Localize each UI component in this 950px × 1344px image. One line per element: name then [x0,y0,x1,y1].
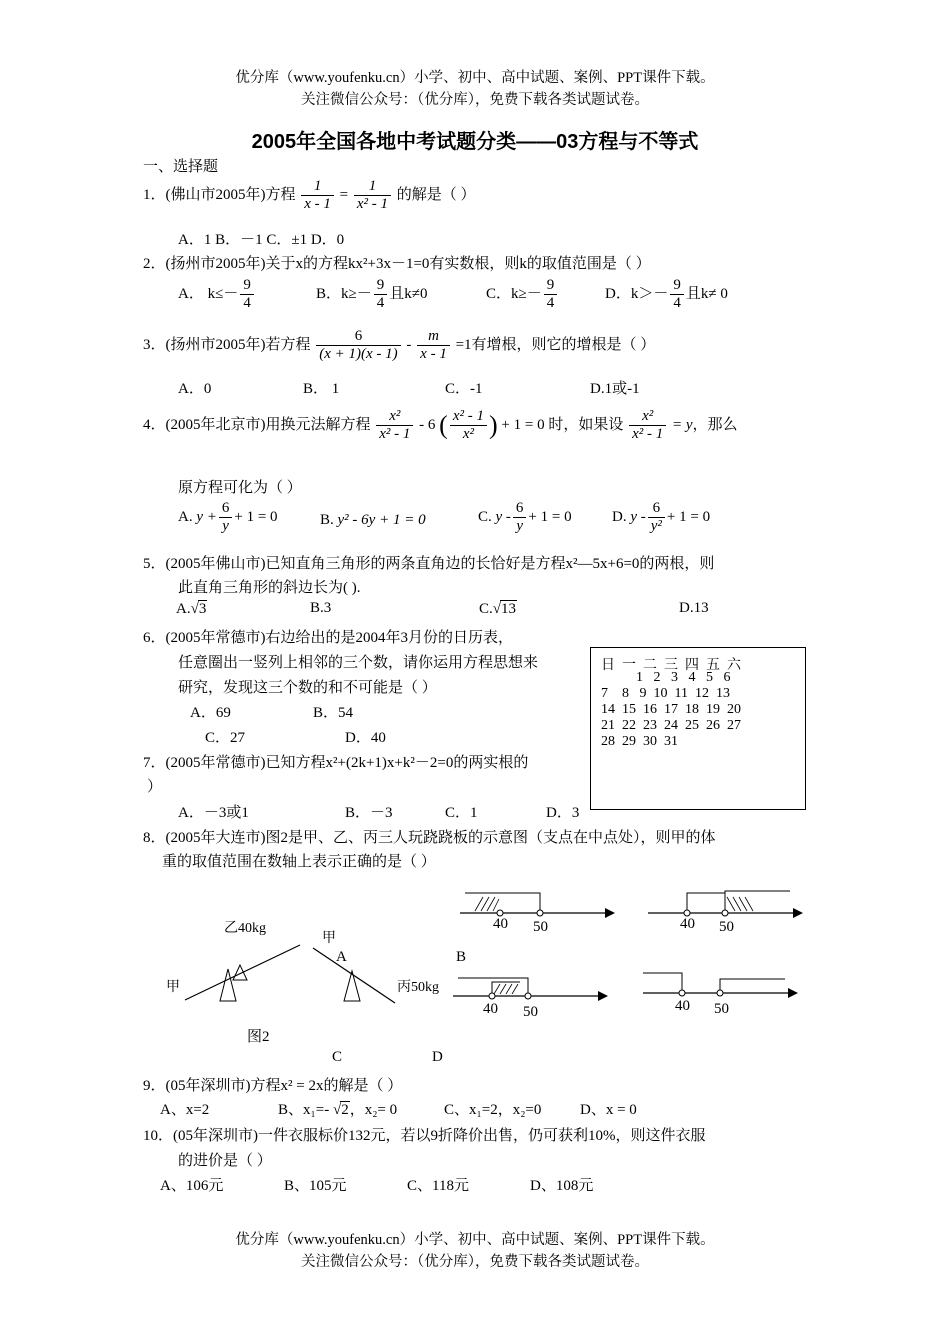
calendar-box [590,647,806,810]
point-40 [489,993,495,999]
fulcrum-left [233,965,247,980]
range-bracket-right [725,891,790,913]
q7-option-a: A．－3或1 [178,805,249,821]
tick-label-50: 50 [719,919,734,935]
hatch [475,897,499,911]
q3-option-d: D.1或-1 [590,381,640,397]
q9-option-c: C、x₁=2，x₂=0 [444,1102,542,1118]
seesaw-plank-right [313,948,395,1003]
q4-option-c: C. y - $\frac{6}{y}$ + 1 = 0 [478,500,572,534]
option-label-a: A [336,949,347,965]
q1-fraction-left: $\frac{1}{x - 1}$ [301,178,334,213]
fulcrum-right [344,971,360,1001]
q5-option-c: C.√13 [479,601,516,617]
q2-option-d: D．k＞－ $\frac{9}{4}$ 且k≠ 0 [605,277,728,311]
point-50 [717,990,723,996]
q7-line-2: ） [147,779,163,795]
question-4: 4．(2005年北京市)用换元法解方程 $\frac{\text{x²}}{\text{x² - 1}}$ - 6 ( $\frac{\text{x² - 1}}{\text{x²}}$ ) + 1 = 0 时，如果设 $\frac{\text{x²}}{\text{x² - 1}}$ = y，那么 [143,408,738,442]
question-2: 2．(扬州市2005年)关于x的方程kx²+3x－1=0有实数根，则k的取值范围是（ ） [143,256,651,272]
tick-label-50: 50 [533,919,548,935]
q10-option-b: B、105元 [284,1178,347,1194]
range-bracket-left [687,893,725,913]
label-bing: 丙50kg [397,980,439,995]
arrow-head [605,908,615,918]
option-label-b: B [456,949,467,965]
point-50 [525,993,531,999]
calendar-row: 1 2 3 4 5 6 [601,670,731,685]
question-7: 7．(2005年常德市)已知方程x²+(2k+1)x+k²－2=0的两实根的 [143,755,529,771]
q4-line-2: 原方程可化为（ ） [178,480,302,496]
hatch [727,897,753,911]
calendar-row: 7 8 9 10 11 12 13 [601,686,730,701]
label-yi: 乙40kg [224,921,266,936]
tick-label-40: 40 [483,1001,498,1017]
q6-option-b: B．54 [313,705,354,721]
range-bracket-right [720,979,785,993]
tick-label-40: 40 [680,916,695,932]
header-line-1: 优分库（www.youfenku.cn）小学、初中、高中试题、案例、PPT课件下载。 [235,70,715,86]
question-8: 8．(2005年大连市)图2是甲、乙、丙三人玩跷跷板的示意图（支点在中点处），则甲的体 [143,830,716,846]
q5-option-d: D.13 [679,600,709,616]
question-1: 1．(佛山市2005年)方程 $\frac{1}{x - 1}$ = $\frac{1}{\text{x² - 1}}$ 的解是（ ） [143,178,476,212]
arrow-head [793,908,803,918]
q7-option-b: B．－3 [345,805,393,821]
calendar-row: 21 22 23 24 25 26 27 [601,718,741,733]
q5-line-2: 此直角三角形的斜边长为( ). [178,580,361,596]
section-heading: 一、选择题 [143,159,219,175]
q9-option-a: A、x=2 [160,1102,210,1118]
q1-suffix: 的解是（ ） [396,186,476,203]
q6-option-a: A．69 [190,705,231,721]
seesaw-plank-left [185,945,300,1000]
q10-line-2: 的进价是（ ） [178,1153,272,1169]
q4-option-d: D. y - $\frac{6}{\text{y²}}$ + 1 = 0 [612,500,711,534]
q6-option-c: C．27 [205,730,246,746]
point-40 [679,990,685,996]
q1-options: A．1 B．－1 C．±1 D．0 [178,232,345,248]
q7-option-d: D．3 [546,805,580,821]
calendar-row: 14 15 16 17 18 19 20 [601,702,741,717]
q3-option-a: A．0 [178,381,212,397]
question-3: 3．(扬州市2005年)若方程 $\frac{6}{(x + 1)(x - 1)}$ - $\frac{m}{x - 1}$ =1有增根，则它的增根是（ ） [143,328,656,362]
range-bracket-left [643,973,682,993]
q5-option-b: B.3 [310,600,332,616]
header-line-2: 关注微信公众号：（优分库），免费下载各类试题试卷。 [301,92,649,108]
range-bracket [465,893,540,913]
footer-line-2: 关注微信公众号：（优分库），免费下载各类试题试卷。 [301,1254,649,1270]
q9-option-d: D、x = 0 [580,1102,637,1118]
tick-label-40: 40 [675,998,690,1014]
question-10: 10．(05年深圳市)一件衣服标价132元，若以9折降价出售，仍可获利10%，则这件衣服 [143,1128,706,1144]
q2-option-b: B．k≥－ $\frac{9}{4}$ 且k≠0 [316,277,428,311]
option-label-c: C [332,1049,343,1065]
q1-prefix: 1．(佛山市2005年)方程 [143,186,296,203]
point-50 [722,910,728,916]
q2-option-c: C．k≥－ $\frac{9}{4}$ [486,277,559,312]
question-5: 5．(2005年佛山市)已知直角三角形的两条直角边的长恰好是方程x²—5x+6=0的两根，则 [143,556,715,572]
q6-option-d: D．40 [345,730,386,746]
q4-option-a: A. y + $\frac{6}{y}$ + 1 = 0 [178,500,278,534]
tick-label-50: 50 [523,1004,538,1020]
q8-line-2: 重的取值范围在数轴上表示正确的是（ ） [162,854,436,870]
question-6: 6．(2005年常德市)右边给出的是2004年3月份的日历表， [143,630,513,646]
q5-option-a: A.√3 [176,601,207,617]
q9-option-b: B、x₁=- √2，x₂= 0 [278,1102,398,1118]
q3-option-b: B． 1 [303,381,340,397]
q10-option-d: D、108元 [530,1178,594,1194]
q4-option-b: B. y² - 6y + 1 = 0 [320,512,426,528]
q1-fraction-right: $\frac{1}{\text{x² - 1}}$ [354,178,391,213]
q6-line-3: 研究，发现这三个数的和不可能是（ ） [178,680,437,696]
point-50 [537,910,543,916]
page-title: 2005年全国各地中考试题分类——03方程与不等式 [251,131,699,153]
q3-option-c: C．-1 [445,381,483,397]
figure-caption: 图2 [247,1029,270,1045]
tick-label-50: 50 [714,1001,729,1017]
calendar-header: 日 一 二 三 四 五 六 [601,658,741,673]
label-jia-right: 甲 [322,931,336,946]
footer-line-1: 优分库（www.youfenku.cn）小学、初中、高中试题、案例、PPT课件下载。 [235,1232,715,1248]
q6-line-2: 任意圈出一竖列上相邻的三个数，请你运用方程思想来 [178,655,539,671]
hatch [494,984,518,994]
q2-option-a: A． k≤－ $\frac{9}{4}$ [178,277,256,312]
arrow-head [598,991,608,1001]
arrow-head [788,988,798,998]
q10-option-a: A、106元 [160,1178,224,1194]
label-jia-left: 甲 [166,980,180,995]
q10-option-c: C、118元 [407,1178,469,1194]
tick-label-40: 40 [493,916,508,932]
q7-option-c: C．1 [445,805,478,821]
fulcrum-left-b [220,969,236,1001]
calendar-row: 28 29 30 31 [601,734,678,749]
question-9: 9．(05年深圳市)方程x² = 2x的解是（ ） [143,1078,403,1094]
option-label-d: D [432,1049,443,1065]
